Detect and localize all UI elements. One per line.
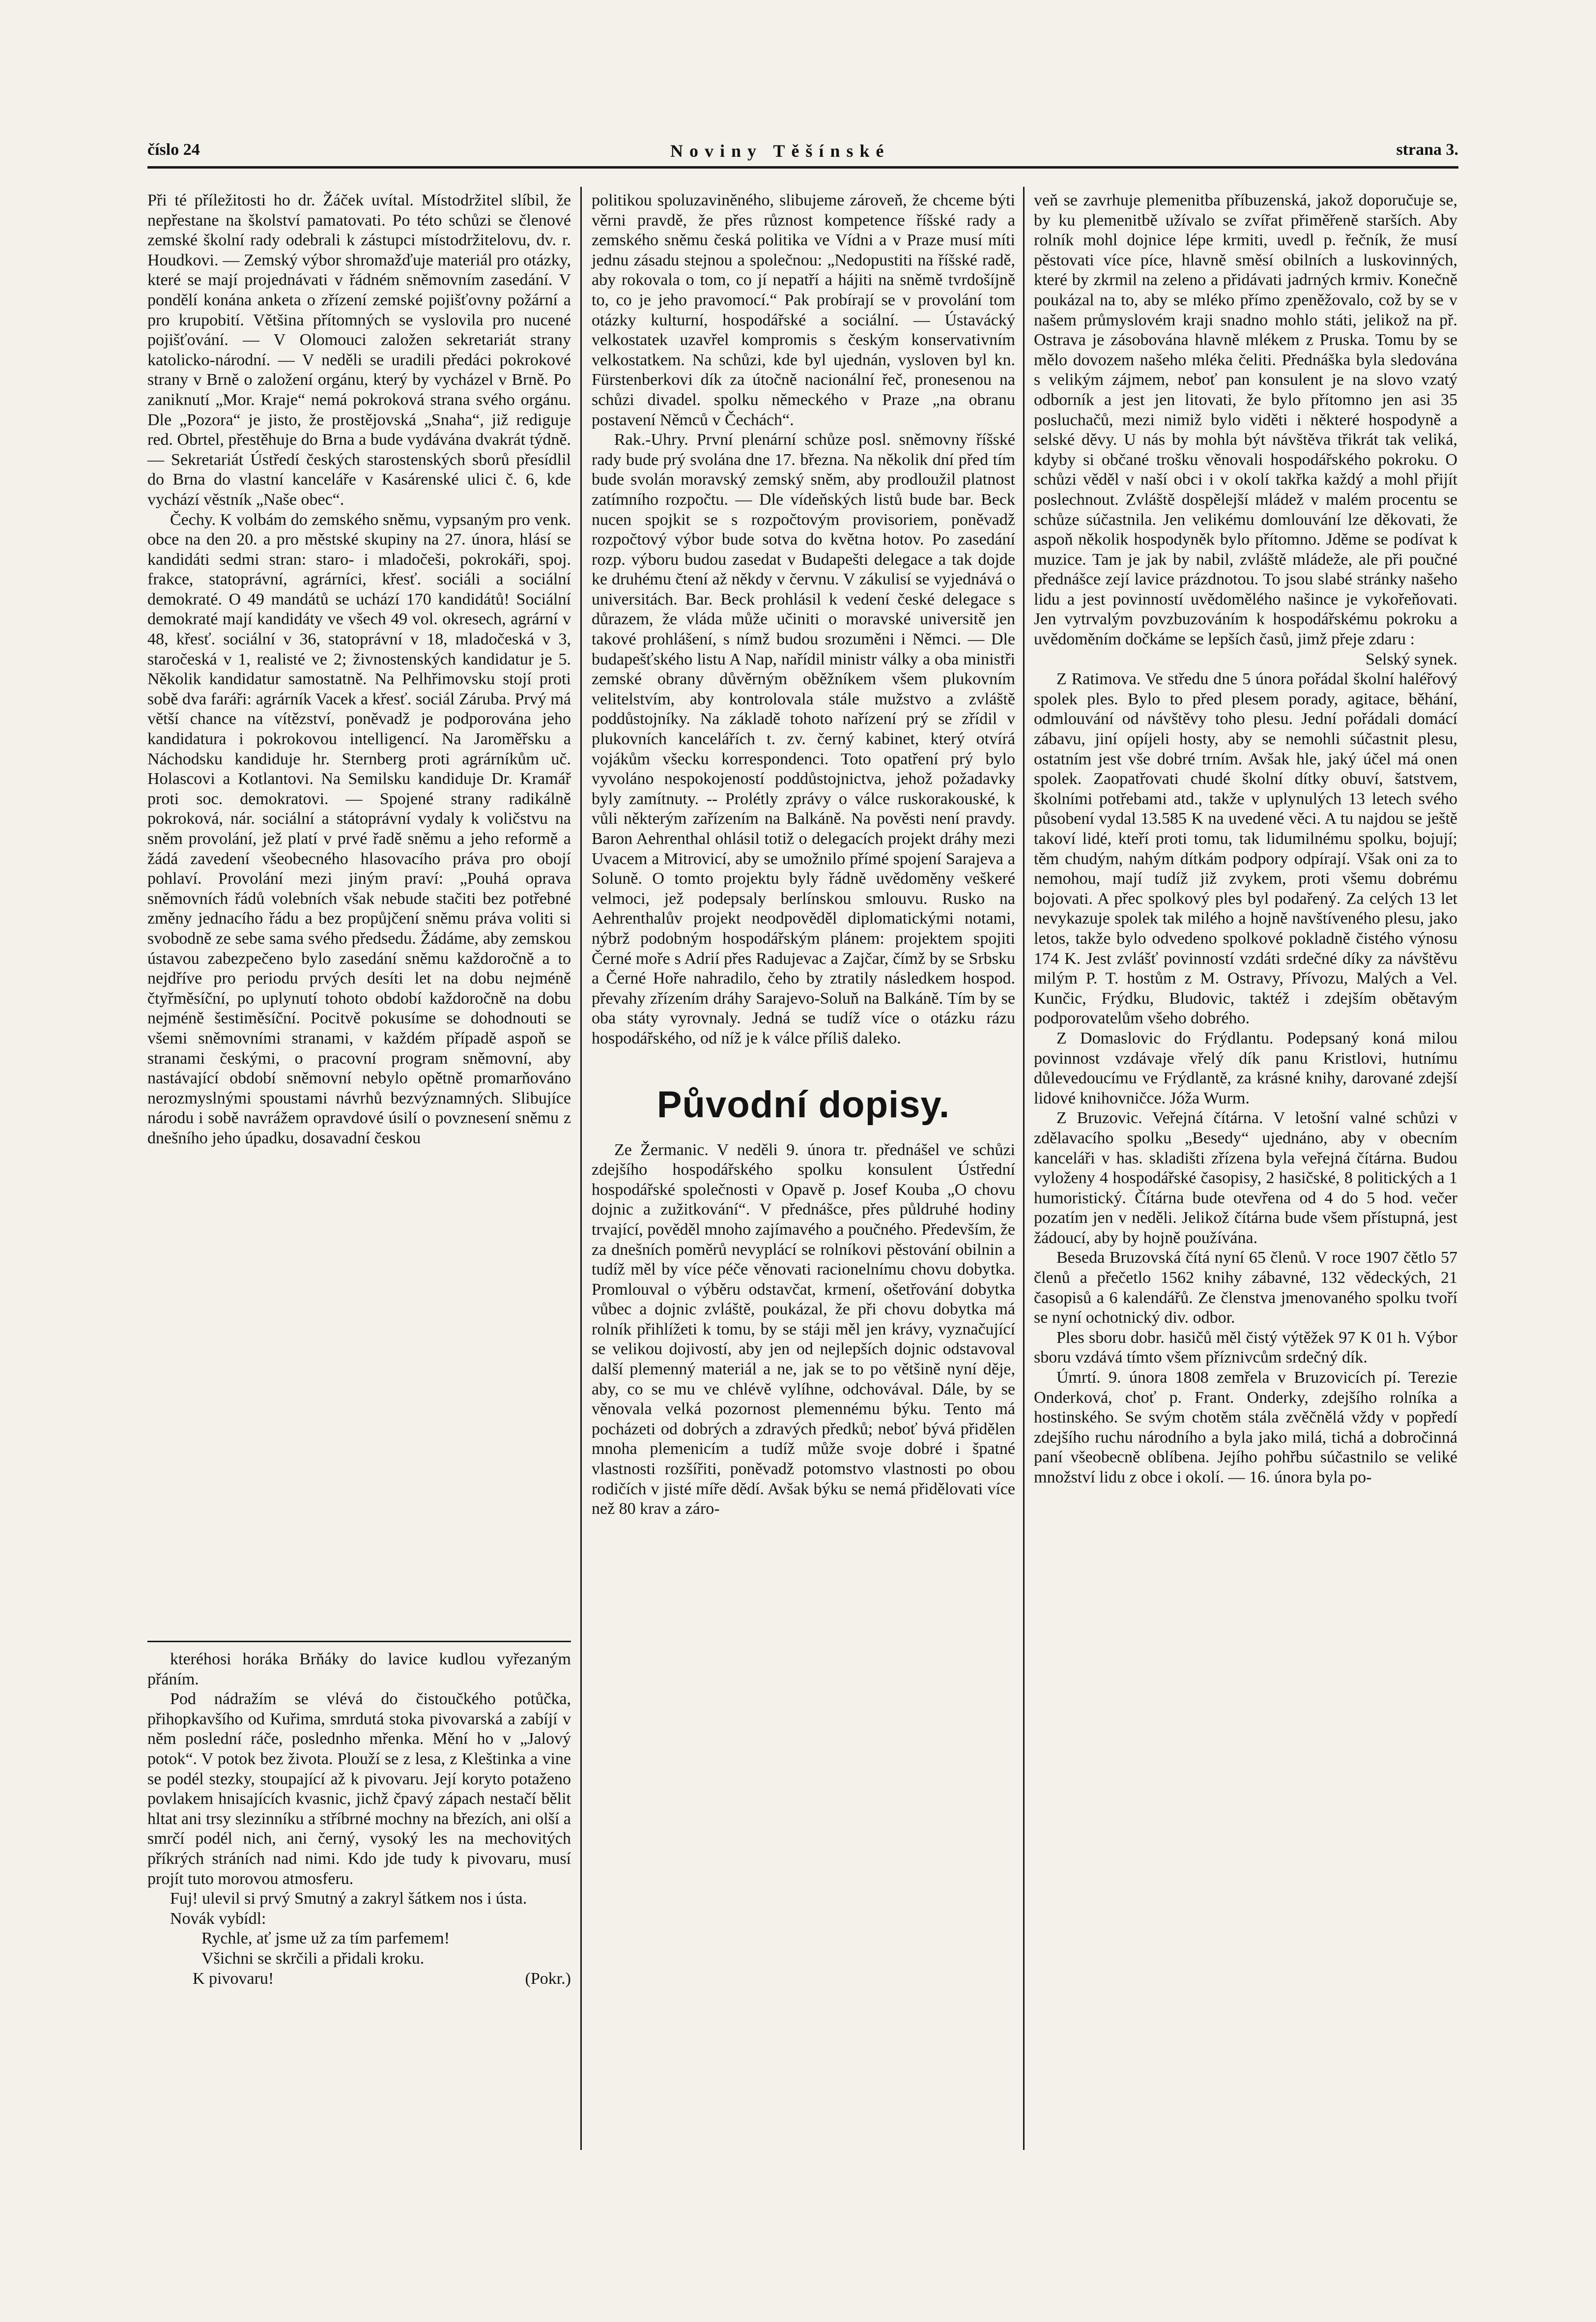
feuilleton-text: Pod nádražím se vlévá do čistoučkého potůčka, přihopkavšího od Kuřima, smrdutá stoka pivovarská a zabíjí v něm poslední ráče, poslednho mřenka. Mění ho v „Jalový potok“. V potok bez života. Plouží se z lesa, z Kleštinka a vine se podél stezky, stoupající až k pivovaru. Její koryto potaženo povlakem hnisajících kvasnic, jichž čpavý zápach nestačí bělit hltat ani trsy slezinníku a stříbrné mochny na březích, ani olší a smrčí podél nich, ani černý, vysoký les na mechovitých příkrých stráních nad nimi. Kdo jde tudy k pivovaru, musí projít tuto morovou atmosferu. xyxy=(147,1690,571,1888)
article-text: Rak.-Uhry. První plenární schůze posl. sněmovny říšské rady bude prý svolána dne 17. března. Na několik dní před tím bude svolán moravský zemský sněm, aby prodloužil platnost zatímního rozpočtu. — Dle vídeňských listů bude bar. Beck nucen spojkit se s rozpočtovým provisoriem, poněvadž rozpočtový výbor bude sotva do května hotov. Po zasedání rozp. výboru budou zasedat v Budapešti delegace a tak dojde ke druhému čtení až někdy v červnu. V zákulisí se vyjednává o universitách. Bar. Beck prohlásil k vedení české delegace s důrazem, že vláda může učiniti o moravské universitě jen takové prohlášení, s nímž budou srozuměni i Němci. — Dle budapešťského listu A Nap, nařídil ministr války a oba ministři zemské obrany důvěrným oběžníkem všem plukovním velitelstvím, aby kontrolovala stále mužstvo a zvláště poddůstojníky. Na základě tohoto nařízení prý se zřídil v plukovních kancelářích t. zv. černý kabinet, který otvírá vojákům všecku korrespondenci. Toto opatření prý bylo vyvoláno nespokojeností poddůstojnictva, jehož požadavky byly zamítnuty. -- Prolétly zprávy o válce ruskorakouské, k vůli některým zařízením na Balkáně. Na pověsti není pravdy. Baron Aehrenthal ohlásil totiž o delegacích projekt dráhy mezi Uvacem a Mitrovicí, aby se umožnilo přímé spojení Sarajeva a Soluně. O tomto projektu byly řádně uvědoměny veškeré velmoci, jež podepsaly berlínskou smlouvu. Rusko na Aehrenthalův projekt neodpověděl diplomatickými notami, nýbrž podobným hospodářským plánem: projektem spojiti Černé moře s Adrií přes Radujevac a Zajčar, čímž by se Srbsku a Černé Hoře nahradilo, čeho by ztratily následkem hospod. převahy zřízením dráhy Sarajevo-Soluň na Balkáně. Tím by se oba státy vyrovnaly. Jedná se tudíž více o otázku rázu hospodářského, od níž je k válce příliš daleko. xyxy=(592,431,1015,1047)
col1-separator-rule xyxy=(147,1641,571,1642)
column-1 xyxy=(147,191,571,1149)
column-rule-1 xyxy=(580,187,582,2150)
feuilleton-text: Fuj! ulevil si prvý Smutný a zakryl šátkem nos i ústa. xyxy=(170,1889,527,1908)
article-text: Ze Žermanic. V neděli 9. února tr. přednášel ve schůzi zdejšího hospodářského spolku konsulent Ústřední hospodářské společnosti v Opavě p. Josef Kouba „O chovu dojnic a zužitkování“. V přednášce, přes půldruhé hodiny trvající, pověděl mnoho zajímavého a poučného. Především, že za dnešních poměrů nevyplácí se rolníkovi pěstování obilnin a tudíž měl by více péče věnovati racionelnímu chovu dobytka. Promlouval o výběru odstavčat, krmení, ošetřování dobytka vůbec a dojnic zvláště, poukázal, že při chovu dobytka má rolník přihlížeti k tomu, by se stáji měl jen krávy, vyznačující se velikou dojivostí, aby jen od nejlepších dojnic odstavoval další plemenný materiál a ne, jak se to po většině nyní děje, aby, co se mu ve chlévě vylíhne, odchovával. Dále, by se věnovala velká pozornost plemennému býku. Tento má pocházeti od dobrých a zdravých předků; neboť bývá přidělen mnoha plemenicím a tudíž může svoje dobré i špatné vlastnosti rozšířiti, poněvadž potomstvo vlastnosti po obou rodičích v jisté míře dědí. Avšak býku se nemá přidělovati více než 80 krav a záro- xyxy=(592,1140,1015,1518)
page-header xyxy=(147,141,1458,163)
column-rule-2 xyxy=(1023,187,1025,2150)
feuilleton-verse: Rychle, ať jsme už za tím parfemem! xyxy=(201,1929,450,1948)
feuilleton-text: kteréhosi horáka Brňáky do lavice kudlou vyřezaným přáním. xyxy=(147,1650,571,1688)
article-text: Při té příležitosti ho dr. Žáček uvítal. Místodržitel slíbil, že nepřestane na školství pamatovati. Po této schůzi se členové zemské školní rady odebrali k zástupci místodržitelovu, dv. r. Houdkovi. — Zemský výbor shromažďuje materiál pro otázky, které se mají projednávati v řádném sněmovním zasedání. V pondělí konána anketa o zřízení zemské pojišťovny požární a pro krupobití. Většina přítomných se vyslovila pro nucené pojišťování. — V Olomouci založen sekretariát strany katolicko-národní. — V neděli se uradili předáci pokrokové strany v Brně o založení orgánu, který by vycházel v Brně. Po zaniknutí „Mor. Kraje“ nemá pokroková strana svého orgánu. Dle „Pozora“ je jisto, že prostějovská „Snaha“, již rediguje red. Obrtel, přestěhuje do Brna a bude vydávána dvakrát týdně. — Sekretariát Ústředí českých starostenských sborů přesídlil do Brna do vlastní kanceláře v Kasárenské ulici č. 6, kde vychází věstník „Naše obec“. xyxy=(147,191,571,509)
feuilleton-verse: K pivovaru! xyxy=(193,1969,274,1988)
column-2 xyxy=(592,191,1015,1519)
feuilleton-signature: (Pokr.) xyxy=(525,1969,571,1988)
column-3 xyxy=(1034,191,1457,1488)
column-1-feuilleton xyxy=(147,1650,571,1989)
article-text: Beseda Bruzovská čítá nyní 65 členů. V roce 1907 čětlo 57 členů a přečetlo 1562 knihy zábavné, 132 vědeckých, 21 časopisů a 6 kalendářů. Ze členstva jmenovaného spolku tvoří se nyní ochotnický div. odbor. xyxy=(1034,1248,1457,1327)
section-title: Původní dopisy. xyxy=(656,1083,950,1126)
feuilleton-last-line xyxy=(147,1969,571,1989)
feuilleton-verse: Všichni se skrčili a přidali kroku. xyxy=(201,1949,425,1968)
article-text: Z Domaslovic do Frýdlantu. Podepsaný koná milou povinnost vzdávaje vřelý dík panu Kristlovi, hutnímu důlevedoucímu ve Frýdlantě, za krásné knihy, darované zdejší lidové knihovničce. Jóža Wurm. xyxy=(1034,1029,1457,1107)
issue-number: číslo 24 xyxy=(147,141,200,159)
article-text: Úmrtí. 9. února 1808 zemřela v Bruzovicích pí. Terezie Onderková, choť p. Frant. Onderky, zdejšího rolníka a hostinského. Se svým chotěm stála zvěčnělá vždy v popředí zdejšího ruchu národního a byla jako milá, tichá a dobročinná paní všeobecně oblíbena. Jejího pohřbu súčastnilo se veliké množství lidu z obce i okolí. — 16. února byla po- xyxy=(1034,1368,1457,1486)
article-text: Z Bruzovic. Veřejná čítárna. V letošní valné schůzi v zdělavacího spolku „Besedy“ ujednáno, aby v obecním kanceláři v has. skladišti zřízena byla veřejná čítárna. Budou vyloženy 4 hospodářské časopisy, 2 hasičské, 8 politických a 1 humoristický. Čítárna bude otevřena od 4 do 5 hod. večer pozatím jen v neděli. Jelikož čítárna bude všem přístupná, jest žádoucí, aby by hojně používána. xyxy=(1034,1109,1457,1247)
article-text: veň se zavrhuje plemenitba příbuzenská, jakož doporučuje se, by ku plemenitbě užívalo se zvířat přiměřeně starších. Aby rolník mohl dojnice lépe krmiti, uvedl p. řečník, že musí pěstovati více píce, hlavně směsí obilních a luskovinných, které by zkrmil na zeleno a přidávati jadrných krmiv. Konečně poukázal na to, aby se mléko přímo zpeněžovalo, což by se v našem průmyslovém kraji snadno mohlo státi, jelikož na př. Ostrava je zásobována hlavně mlékem z Pruska. Tomu by se mělo dovozem našeho mléka čeliti. Přednáška byla sledována s velikým zájmem, neboť pan konsulent je na slovo vzatý odborník a jest jen litovati, že bylo přítomno jen asi 35 posluchačů, mezi nimiž bylo viděti i některé hospodyně a selské děvy. U nás by mohla být návštěva třikrát tak veliká, kdyby si občané trošku věnovali hospodářského pokroku. O schůzi věděl v naší obci i v okolí takřka každý a mohl přijít poslechnout. Zvláště dospělejší mládež v malém procentu se schůze súčastnila. Jen velikému domlouvání lze děkovati, že aspoň několik hospodyněk bylo přítomno. Jděme se podívat k muzice. Tam je jak by nabil, zvláště mládeže, ale při poučné přednášce zejí lavice prázdnotou. To jsou slabé stránky našeho lidu a jest povinností uvědomělého našince je vykořeňovati. Jen vytrvalým povzbuzováním k hospodářskému pokroku a uvědoměním dočkáme se lepších časů, jimž přeje zdaru : xyxy=(1034,191,1457,649)
feuilleton-text: Novák vybídl: xyxy=(170,1909,266,1928)
article-signature: Selský synek. xyxy=(1366,650,1457,668)
newspaper-title: Noviny Těšínské xyxy=(670,141,890,161)
page-number: strana 3. xyxy=(1396,141,1458,159)
article-text: politikou spoluzaviněného, slibujeme zároveň, že chceme býti věrni pravdě, že přes různost kompetence říšské rady a zemského sněmu česká politika ve Vídni a v Praze musí míti jednu zásadu stejnou a společnou: „Nedopustiti na říšské radě, aby rokovala o tom, co jí nepatří a hájiti na sněmě tvrdošíjně to, co je jeho pravomocí.“ Pak probírají se v provolání tom otázky kulturní, hospodářské a sociální. — Ústavácký velkostatek uzavřel kompromis s českým konservativním velkostatkem. Na schůzi, kde byl ujednán, vysloven byl kn. Fürstenberkovi dík za útočně nacionální řeč, pronesenou na schůzi divadel. spolku německého v Praze „na obranu postavení Němců v Čechách“. xyxy=(592,191,1015,429)
header-rule xyxy=(147,166,1458,169)
article-text: Čechy. K volbám do zemského sněmu, vypsaným pro venk. obce na den 20. a pro městské skupiny na 27. února, hlásí se kandidáti sedmi stran: staro- i mladočeši, pokrokáři, spoj. frakce, statoprávní, agrárníci, křesť. sociáli a sociální demokraté. O 49 mandátů se uchází 170 kandidátů! Sociální demokraté mají kandidáty ve všech 49 vol. okresech, agrární v 48, křesť. sociální v 36, statoprávní v 18, mladočeská v 3, staročeská v 1, realisté ve 2; živnostenských kandidatur je 5. Několik kandidatur samostatně. Na Pelhřimovsku stojí proti sobě dva faráři: agrárník Vacek a křesť. sociál Záruba. Prvý má větší chance na vítězství, poněvadž je podporována jeho kandidatura i pokrokovou intelligencí. Na Jaroměřsku a Náchodsku kandiduje hr. Sternberg proti agrárníkům uč. Holascovi a Kotlantovi. Na Semilsku kandiduje Dr. Kramář proti soc. demokratovi. — Spojené strany radikálně pokroková, nár. sociální a státoprávní vydaly k voličstvu na sněm provolání, jež platí v prvé řadě sněmu a jeho reformě a žádá zavedení všeobecného hlasovacího práva pro obojí pohlaví. Provolání mezi jiným praví: „Pouhá oprava sněmovních řádů volebních však nebude stačiti bez potřebné změny jednacího řádu a bez propůjčení sněmu práva voliti si svobodně ze sebe sama svého předsedu. Žádáme, aby zemskou ústavou zabezpečeno bylo zasedání sněmu každoročně a to nejdříve pro periodu prvých desíti let na dobu nejméně čtyřměsíční, po uplynutí tohoto období každoročně na dobu nejméně šestiměsíční. Pocitvě pokusíme se dohodnouti se všemi sněmovními stranami, v každém případě aspoň se stranami českými, o pracovní program sněmovní, aby nastávající období sněmovní nebylo opětně promarňováno nerozmyslnými spoustami návrhů bezvýznamných. Slibujíce národu i sobě navrážem opravdové úsilí o povznesení sněmu z dnešního jeho úpadku, dosavadní českou xyxy=(147,510,571,1147)
article-text: Z Ratimova. Ve středu dne 5 února pořádal školní haléřový spolek ples. Bylo to před plesem porady, agitace, běhání, odmlouvání od návštěvy toho plesu. Jední pořádali domácí zábavu, jiní opíjeli hosty, aby se nemohli súčastnit plesu, ostatním jest vše dobré trním. Avšak hle, jaký účel má onen spolek. Zaopatřovati chudé školní dítky obuví, šatstvem, školními potřebami atd., takže v uplynulých 13 letech svého působení vydal 13.585 K na uvedené věci. A tu najdou se ještě takoví lidé, kteří proti tomu, tak lidumilnému spolku, bojují; těm chudým, nahým dítkám podpory odpírají. Však oni za to nemohou, mají tudíž již zvykem, proti všemu dobrému bojovati. A přec spolkový ples byl podařený. Za celých 13 let nevykazuje spolek tak milého a hojně navštíveného plesu, jako letos, takže bylo odvedeno spolkové pokladně čistého výnosu 174 K. Jest zvlášť povinností vzdáti srdečné díky za návštěvu milým P. T. hostům z M. Ostravy, Přívozu, Malých a Vel. Kunčic, Frýdku, Bludovic, taktéž i zdejším obětavým podporovatelům všeho dobrého. xyxy=(1034,670,1457,1028)
article-text: Ples sboru dobr. hasičů měl čistý výtěžek 97 K 01 h. Výbor sboru vzdává tímto všem příznivcům srdečný dík. xyxy=(1034,1328,1457,1367)
